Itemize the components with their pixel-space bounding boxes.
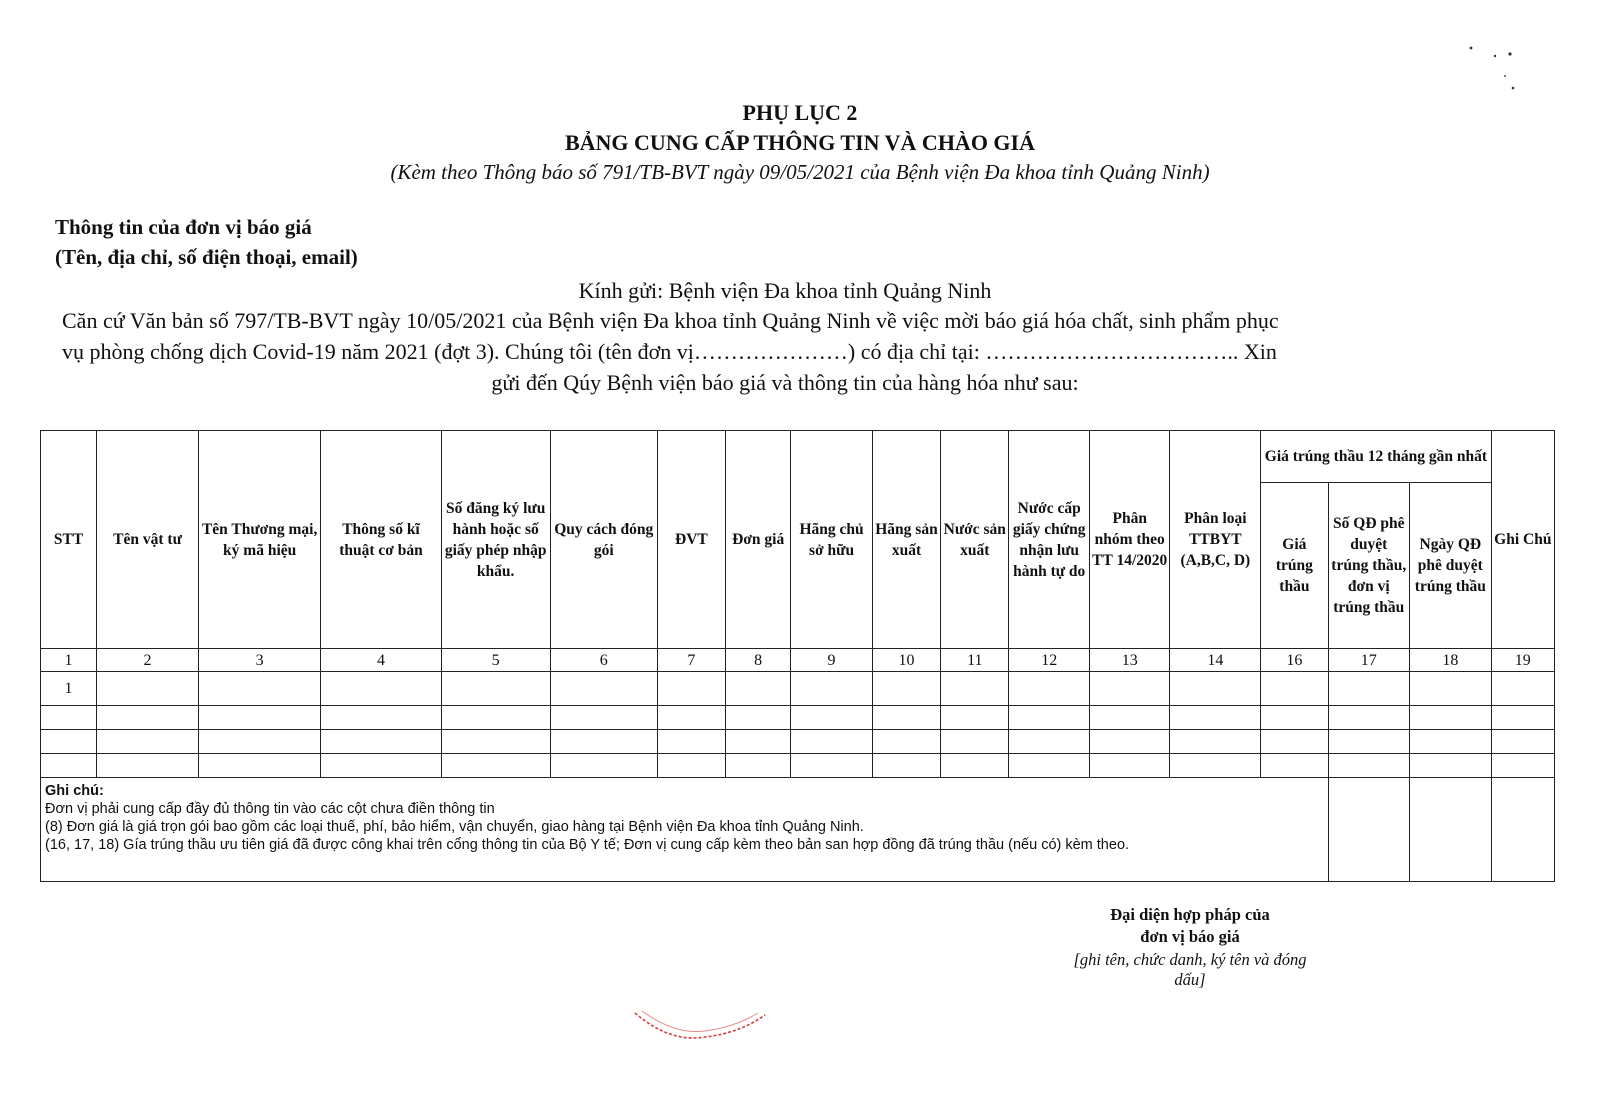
signature-title: Đại diện hợp pháp của: [1110, 905, 1270, 924]
notes-line-2: (8) Đơn giá là giá trọn gói bao gồm các loại thuế, phí, bảo hiểm, vận chuyển, giao hàng tại Bệnh viện Đa khoa tỉnh Quảng Ninh.: [45, 819, 864, 835]
header-decision-no: Số QĐ phê duyệt trúng thầu, đơn vị trúng thầu: [1328, 483, 1410, 649]
header-decision-date: Ngày QĐ phê duyệt trúng thầu: [1410, 483, 1492, 649]
column-number: 13: [1089, 649, 1170, 672]
column-number: 16: [1261, 649, 1328, 672]
paragraph-line-3: gửi đến Qúy Bệnh viện báo giá và thông tin của hàng hóa như sau:: [491, 370, 1079, 395]
column-number: 10: [872, 649, 940, 672]
notes-cell: [41, 778, 1329, 882]
column-number: 18: [1410, 649, 1492, 672]
column-number: 1: [41, 649, 97, 672]
table-row: [41, 706, 1555, 730]
signature-instruction: [ghi tên, chức danh, ký tên và đóng: [1073, 950, 1307, 969]
header-cfs-country: Nước cấp giấy chứng nhận lưu hành tự do: [1009, 431, 1090, 649]
header-manufacturer: Hãng sản xuất: [872, 431, 940, 649]
sender-info-subtitle: (Tên, địa chỉ, số điện thoại, email): [55, 245, 358, 269]
column-number: 3: [199, 649, 321, 672]
column-number: 12: [1009, 649, 1090, 672]
column-number-row: [41, 649, 1555, 672]
header-winning-price-group: Giá trúng thầu 12 tháng gần nhất: [1261, 431, 1491, 483]
header-specs: Thông số kĩ thuật cơ bản: [321, 431, 441, 649]
column-number: 14: [1170, 649, 1261, 672]
signature-subtitle: đơn vị báo giá: [1140, 927, 1240, 946]
row-stt: 1: [41, 672, 97, 706]
header-notes: Ghi Chú: [1491, 431, 1554, 649]
column-number: 4: [321, 649, 441, 672]
signature-instruction-end: dấu]: [1174, 970, 1206, 989]
column-number: 17: [1328, 649, 1410, 672]
quotation-table: [40, 430, 1555, 882]
form-subtitle: (Kèm theo Thông báo số 791/TB-BVT ngày 09/05/2021 của Bệnh viện Đa khoa tỉnh Quảng Ninh): [390, 160, 1210, 184]
column-number: 8: [726, 649, 791, 672]
stamp-mark-icon: [630, 1005, 780, 1045]
paragraph-line-2: vụ phòng chống dịch Covid-19 năm 2021 (đợt 3). Chúng tôi (tên đơn vị…………………) có địa chỉ tại: …………………………….. Xin: [62, 339, 1277, 364]
table-row: [41, 730, 1555, 754]
appendix-title: PHỤ LỤC 2: [742, 100, 858, 125]
table-row: [41, 672, 1555, 706]
header-unit-price: Đơn giá: [726, 431, 791, 649]
greeting: Kính gửi: Bệnh viện Đa khoa tỉnh Quảng Ninh: [578, 278, 992, 303]
notes-line-1: Đơn vị phải cung cấp đầy đủ thông tin vào các cột chưa điền thông tin: [45, 801, 495, 817]
header-unit: ĐVT: [657, 431, 725, 649]
column-number: 5: [441, 649, 550, 672]
header-item-name: Tên vật tư: [97, 431, 199, 649]
header-trade-name: Tên Thương mại, ký mã hiệu: [199, 431, 321, 649]
notes-title: Ghi chú:: [45, 783, 104, 799]
form-title: BẢNG CUNG CẤP THÔNG TIN VÀ CHÀO GIÁ: [564, 130, 1035, 155]
header-packaging: Quy cách đóng gói: [550, 431, 657, 649]
paragraph-line-1: Căn cứ Văn bản số 797/TB-BVT ngày 10/05/2021 của Bệnh viện Đa khoa tỉnh Quảng Ninh về việc mời báo giá hóa chất, sinh phẩm phục: [62, 308, 1279, 333]
column-number: 7: [657, 649, 725, 672]
header-owner: Hãng chủ sở hữu: [791, 431, 873, 649]
header-stt: STT: [41, 431, 97, 649]
table-row: [41, 754, 1555, 778]
column-number: 11: [941, 649, 1009, 672]
column-number: 9: [791, 649, 873, 672]
header-country-of-origin: Nước sản xuất: [941, 431, 1009, 649]
header-winning-price: Giá trúng thầu: [1261, 483, 1328, 649]
column-number: 6: [550, 649, 657, 672]
header-classification: Phân loại TTBYT (A,B,C, D): [1170, 431, 1261, 649]
scan-specks-icon: [1465, 40, 1525, 100]
column-number: 2: [97, 649, 199, 672]
column-number: 19: [1491, 649, 1554, 672]
header-group: Phân nhóm theo TT 14/2020: [1089, 431, 1170, 649]
notes-row: [41, 778, 1555, 882]
header-registration-no: Số đăng ký lưu hành hoặc số giấy phép nhập khẩu.: [441, 431, 550, 649]
notes-line-3: (16, 17, 18) Gía trúng thầu ưu tiên giá đã được công khai trên cổng thông tin của Bộ Y tế; Đơn vị cung cấp kèm theo bản san hợp đồng đã trúng thầu (nếu có) kèm theo.: [45, 837, 1130, 853]
sender-info-title: Thông tin của đơn vị báo giá: [55, 215, 312, 239]
